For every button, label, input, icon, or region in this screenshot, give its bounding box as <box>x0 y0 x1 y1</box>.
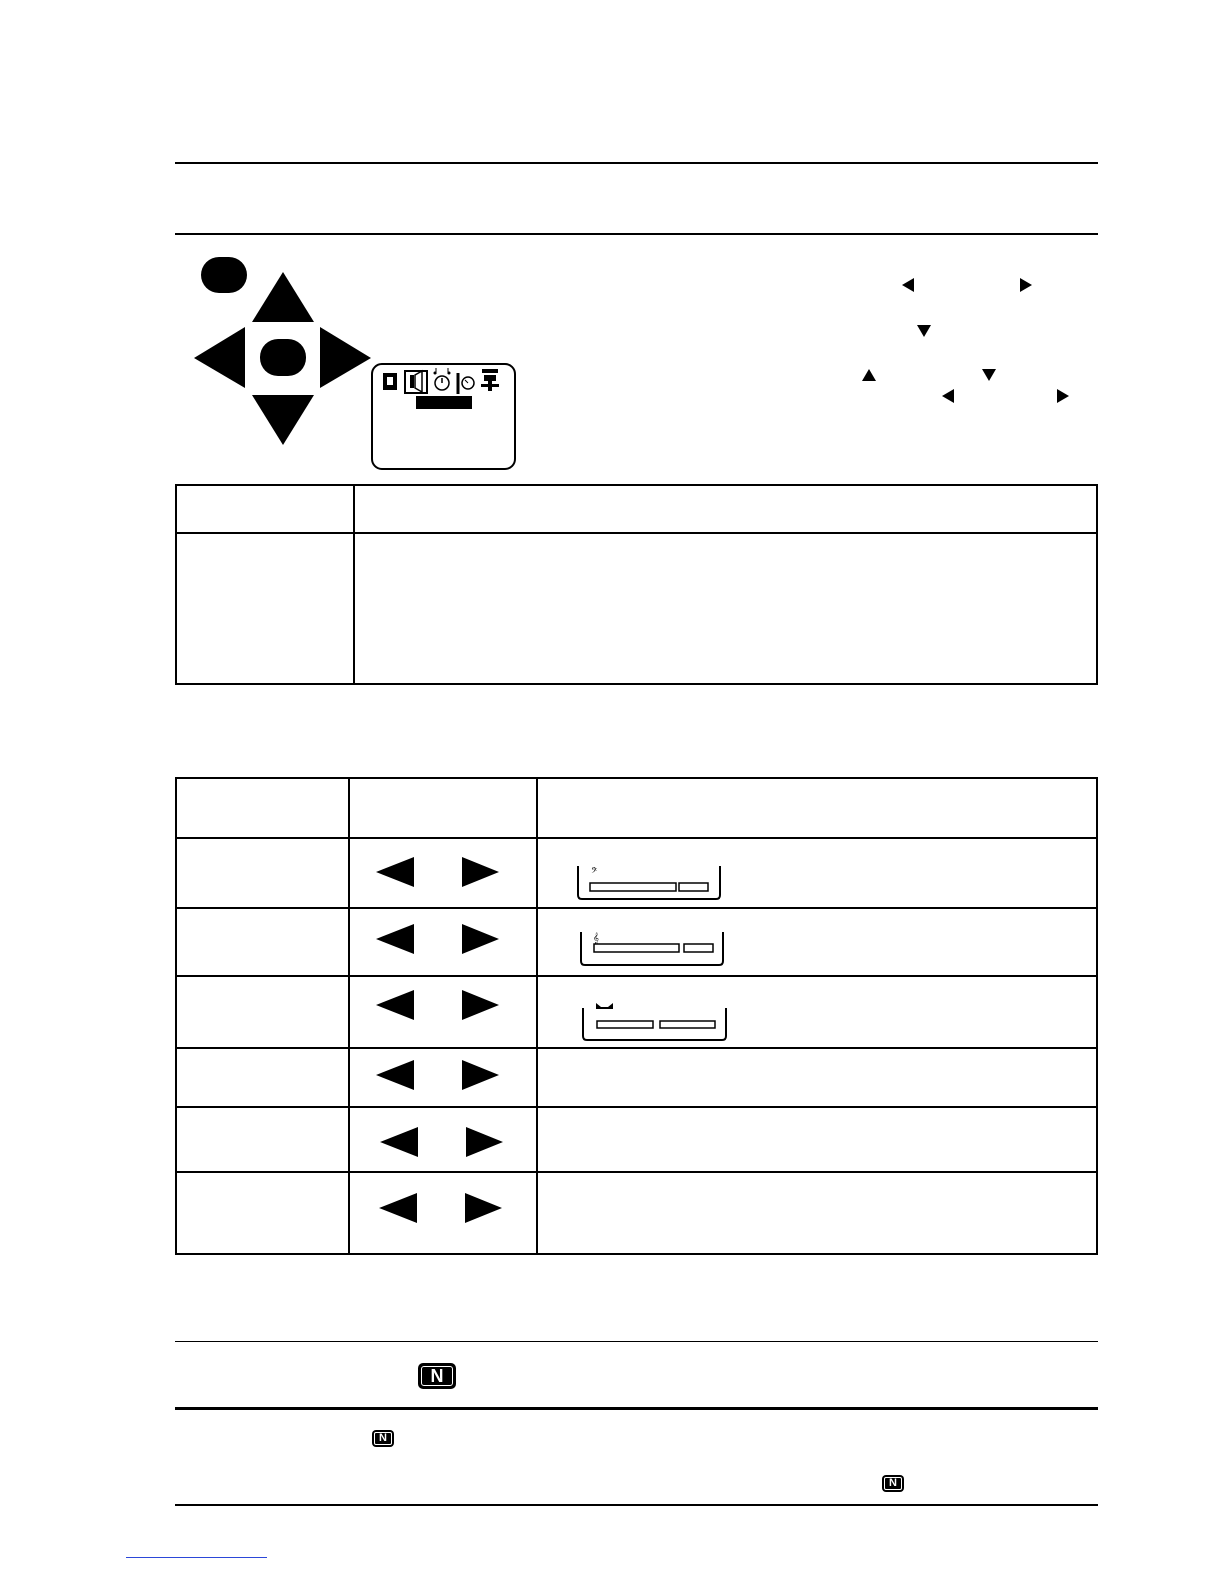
balance-level-display <box>580 998 730 1042</box>
balance-icon <box>596 1003 613 1009</box>
down-arrow-icon <box>982 369 996 381</box>
remote-pad <box>190 255 380 455</box>
bass-icon: 𝄢 <box>591 867 598 878</box>
left-arrow-icon <box>376 924 414 954</box>
sound-icon <box>405 371 427 393</box>
right-arrow-icon <box>465 1193 502 1223</box>
arrow-down-icon <box>252 395 314 445</box>
footer-link-underline[interactable] <box>126 1557 267 1558</box>
right-arrow-icon <box>462 924 499 954</box>
table-cell <box>176 485 354 533</box>
table-row <box>176 1107 1097 1172</box>
left-arrow-icon <box>942 389 954 403</box>
right-arrow-icon <box>462 990 499 1020</box>
left-arrow-icon <box>380 1127 418 1157</box>
row-arrow-pair <box>376 924 499 954</box>
timer-icon <box>458 373 474 394</box>
picture-icon <box>383 373 397 390</box>
table-row <box>176 485 1097 533</box>
treble-icon: 𝄞 <box>593 933 599 944</box>
menu-button-icon <box>201 257 247 293</box>
up-arrow-icon <box>862 369 876 381</box>
osd-selection-bar <box>416 396 472 409</box>
section-rule-thick <box>175 1407 1098 1410</box>
left-arrow-icon <box>376 1060 414 1090</box>
row-arrow-pair <box>376 990 499 1020</box>
right-arrow-icon <box>462 857 499 887</box>
table-header-row <box>176 778 1097 838</box>
table-row <box>176 1172 1097 1254</box>
bass-level-display <box>575 862 725 902</box>
treble-level-display <box>578 928 728 968</box>
left-arrow-icon <box>379 1193 417 1223</box>
right-arrow-icon <box>466 1127 503 1157</box>
header-rule <box>175 233 1098 235</box>
arrow-left-icon <box>194 327 245 388</box>
table-cell <box>354 533 1097 684</box>
table-cell <box>176 533 354 684</box>
nicam-badge-icon: N <box>418 1363 456 1389</box>
left-arrow-icon <box>376 857 414 887</box>
right-arrow-icon <box>1020 278 1032 292</box>
arrow-up-icon <box>252 272 314 322</box>
section-rule <box>175 1341 1098 1342</box>
table-arrows <box>370 850 510 1230</box>
top-rule <box>175 162 1098 164</box>
feature-icon <box>434 368 451 390</box>
table-cell <box>354 485 1097 533</box>
row-arrow-pair <box>380 1127 503 1157</box>
nicam-badge-icon: N <box>372 1430 394 1447</box>
row-arrow-pair <box>376 1060 499 1090</box>
table-row <box>176 1048 1097 1107</box>
settings-table <box>175 484 1098 685</box>
right-arrow-icon <box>462 1060 499 1090</box>
right-arrow-icon <box>1057 389 1069 403</box>
arrow-right-icon <box>320 327 371 388</box>
ok-button-icon <box>260 339 306 376</box>
table-row <box>176 533 1097 684</box>
osd-menu-screen <box>370 362 518 472</box>
row-arrow-pair <box>376 857 499 887</box>
table-cell <box>176 778 349 838</box>
table-cell <box>537 778 1097 838</box>
down-arrow-icon <box>917 325 931 337</box>
left-arrow-icon <box>376 990 414 1020</box>
nicam-badge-icon: N <box>882 1475 904 1492</box>
table-cell <box>349 778 537 838</box>
bottom-rule <box>175 1504 1098 1506</box>
left-arrow-icon <box>902 278 914 292</box>
setup-icon <box>481 369 499 391</box>
row-arrow-pair <box>379 1193 502 1223</box>
